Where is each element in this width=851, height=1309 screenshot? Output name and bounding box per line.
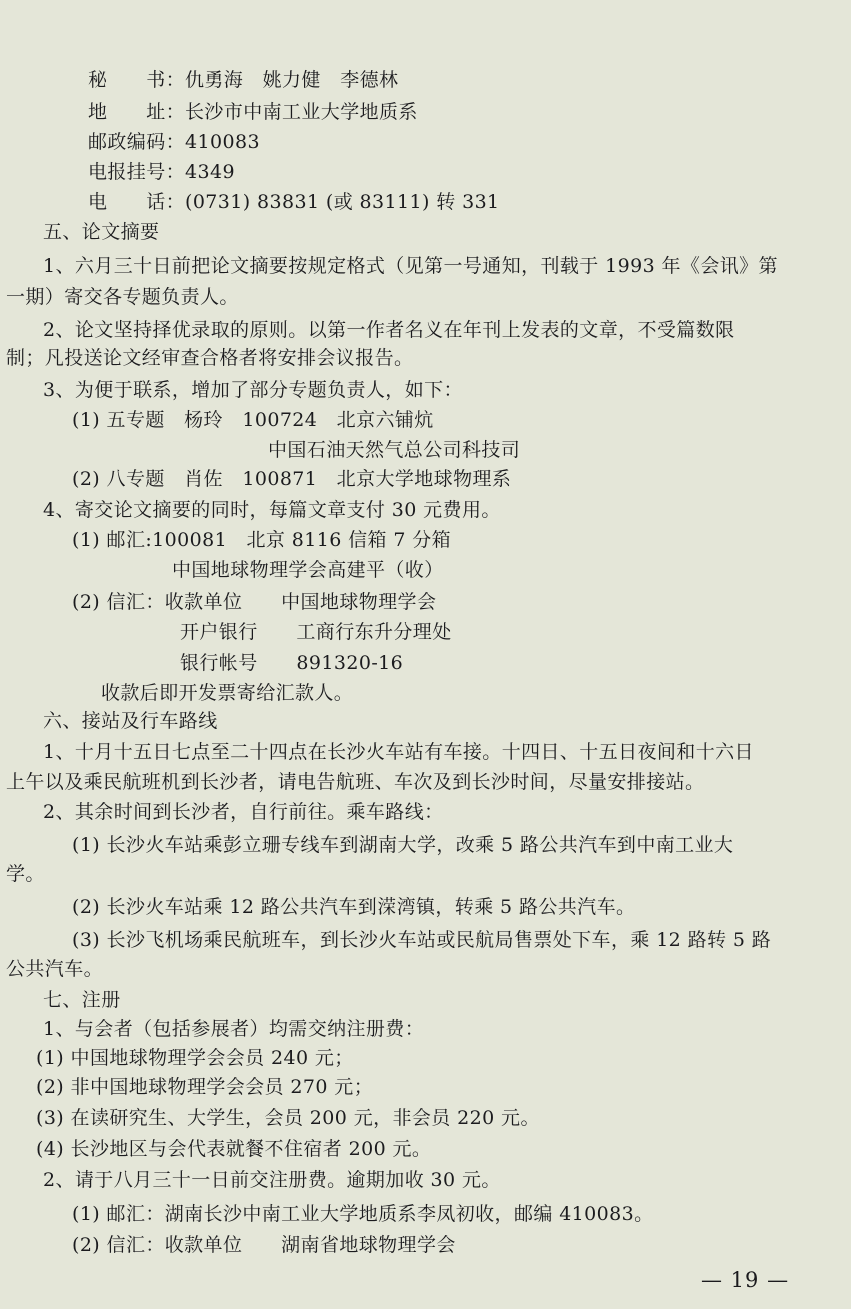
postal-remittance-address: (1) 邮汇:100081 北京 8116 信箱 7 分箱 — [72, 529, 452, 551]
registration-postal-remittance: (1) 邮汇：湖南长沙中南工业大学地质系李凤初收，邮编 410083。 — [72, 1203, 654, 1225]
abstracts-item3: 3、为便于联系，增加了部分专题负责人，如下： — [43, 379, 463, 401]
route1-line2: 学。 — [6, 863, 45, 885]
topic-eight-contact: (2) 八专题 肖佐 100871 北京大学地球物理系 — [72, 468, 512, 490]
transport-item1-line1: 1、十月十五日七点至二十四点在长沙火车站有车接。十四日、十五日夜间和十六日 — [43, 741, 754, 763]
registration-item1: 1、与会者（包括参展者）均需交纳注册费： — [43, 1018, 425, 1040]
transport-item2: 2、其余时间到长沙者，自行前往。乘车路线： — [43, 801, 444, 823]
abstracts-item1-line1: 1、六月三十日前把论文摘要按规定格式（见第一号通知，刊载于 1993 年《会讯》第 — [43, 255, 778, 277]
route2: (2) 长沙火车站乘 12 路公共汽车到溁湾镇，转乘 5 路公共汽车。 — [72, 896, 636, 918]
fee-student: (3) 在读研究生、大学生，会员 200 元，非会员 220 元。 — [36, 1107, 540, 1129]
section-heading-registration: 七、注册 — [43, 989, 121, 1011]
abstracts-item1-line2: 一期）寄交各专题负责人。 — [6, 286, 239, 308]
transport-item1-line2: 上午以及乘民航班机到长沙者，请电告航班、车次及到长沙时间，尽量安排接站。 — [6, 771, 705, 793]
registration-bank-transfer: (2) 信汇：收款单位 湖南省地球物理学会 — [72, 1234, 456, 1256]
bank-transfer-payee: (2) 信汇：收款单位 中国地球物理学会 — [72, 591, 437, 613]
telegram-line: 电报挂号：4349 — [88, 161, 235, 183]
page-number: — 19 — — [701, 1268, 790, 1292]
secretary-line: 秘 书：仇勇海 姚力健 李德林 — [88, 69, 399, 91]
bank-transfer-account: 银行帐号 891320-16 — [180, 652, 404, 674]
abstracts-item4: 4、寄交论文摘要的同时，每篇文章支付 30 元费用。 — [43, 499, 501, 521]
invoice-note: 收款后即开发票寄给汇款人。 — [101, 682, 354, 704]
topic-five-org: 中国石油天然气总公司科技司 — [268, 439, 521, 461]
abstracts-item2-line2: 制；凡投送论文经审查合格者将安排会议报告。 — [6, 347, 414, 369]
section-heading-transport: 六、接站及行车路线 — [43, 710, 218, 732]
section-heading-abstracts: 五、论文摘要 — [43, 221, 160, 243]
fee-member: (1) 中国地球物理学会会员 240 元； — [36, 1047, 354, 1069]
route3-line1: (3) 长沙飞机场乘民航班车，到长沙火车站或民航局售票处下车，乘 12 路转 5 路 — [72, 929, 772, 951]
postcode-line: 邮政编码：410083 — [88, 131, 260, 153]
address-line: 地 址：长沙市中南工业大学地质系 — [88, 101, 418, 123]
phone-line: 电 话：(0731) 83831 (或 83111) 转 331 — [88, 191, 500, 213]
fee-non-member: (2) 非中国地球物理学会会员 270 元； — [36, 1076, 374, 1098]
route1-line1: (1) 长沙火车站乘彭立珊专线车到湖南大学，改乘 5 路公共汽车到中南工业大 — [72, 834, 734, 856]
bank-transfer-bank: 开户银行 工商行东升分理处 — [180, 621, 452, 643]
topic-five-contact: (1) 五专题 杨玲 100724 北京六铺炕 — [72, 409, 434, 431]
postal-remittance-recipient: 中国地球物理学会高建平（收） — [172, 559, 444, 581]
abstracts-item2-line1: 2、论文坚持择优录取的原则。以第一作者名义在年刊上发表的文章，不受篇数限 — [43, 319, 735, 341]
registration-item2: 2、请于八月三十一日前交注册费。逾期加收 30 元。 — [43, 1169, 501, 1191]
route3-line2: 公共汽车。 — [6, 958, 104, 980]
fee-local-no-lodging: (4) 长沙地区与会代表就餐不住宿者 200 元。 — [36, 1138, 432, 1160]
